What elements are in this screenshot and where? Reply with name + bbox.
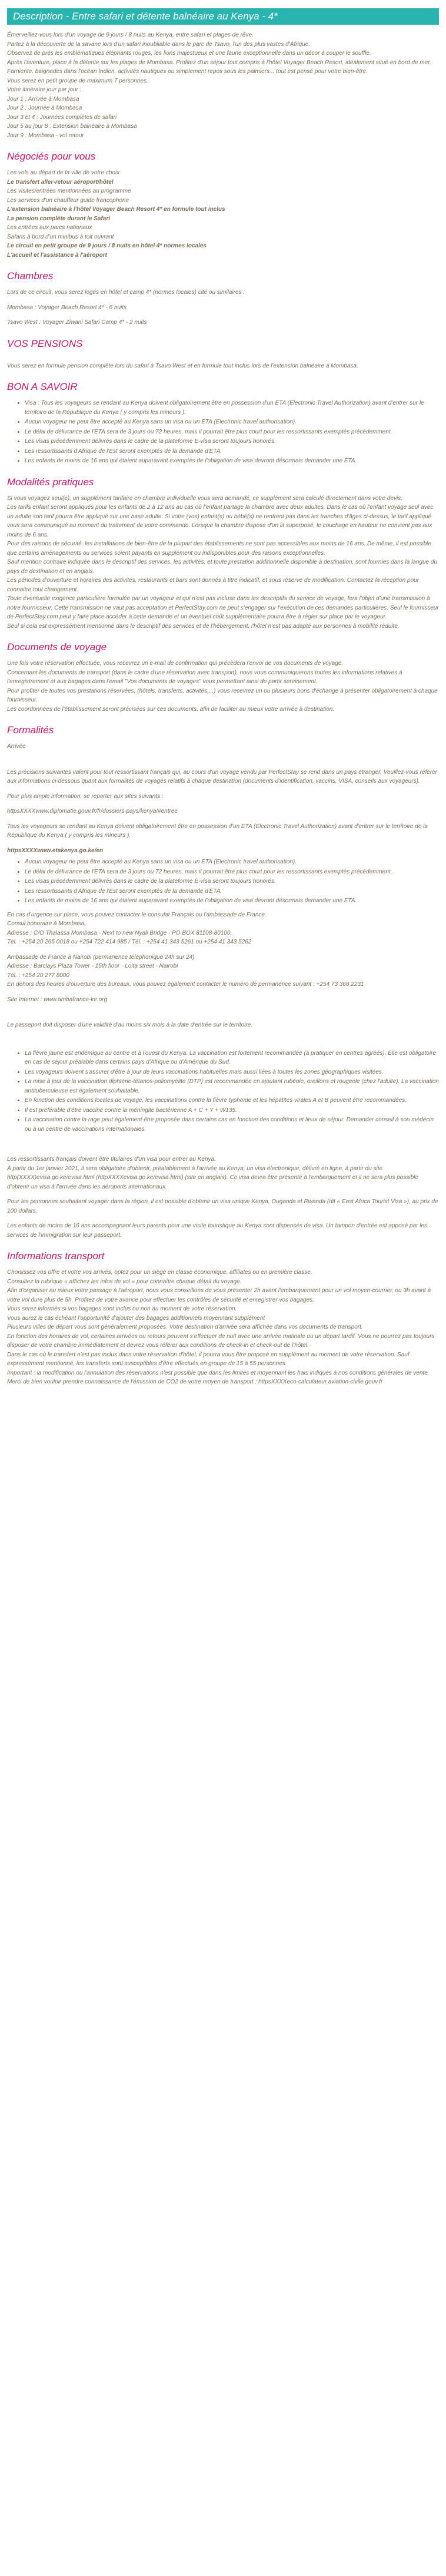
formalites-items-item: • Les enfants de moins de 16 ans qui étaient auparavant exemptés de l'obligation de visa devront désormais demander une ETA.	[25, 896, 439, 906]
ambassade-line: Ambassade de France à Nairobi (permanence téléphonique 24h sur 24)	[7, 953, 195, 961]
ambassade-line: En dehors des heures d'ouverture des bureaux, vous pouvez également contacter le numéro de permanence suivant : +254 73 368 2231	[7, 981, 364, 988]
ressortissants-line: Les ressortissants français doivent être titulaires d'un visa pour entrer au Kenya.	[7, 1156, 216, 1163]
intro-line: Émerveillez-vous lors d'un voyage de 9 jours / 8 nuits au Kenya, entre safari et plages de rêve.	[7, 32, 254, 38]
negocies-line: Les visites/entrées mentionnées au programme	[7, 188, 131, 194]
page-title: Description - Entre safari et détente balnéaire au Kenya - 4*	[7, 8, 439, 25]
chambres-mombasa: Mombasa : Voyager Beach Resort 4* - 6 nuits	[7, 304, 127, 311]
intro-line: Jour 5 au jour 8 : Extension balnéaire à Mombasa	[7, 123, 137, 130]
formalites-items-item: • Les ressortissants d'Afrique de l'Est seront exemptés de la demande d'ETA.	[25, 887, 439, 896]
modalites-line: Les tarifs enfant seront appliqués pour les enfants de 2 à 12 ans au cas où l'enfant partage la chambre avec deux adultes. Dans le cas où l'enfant voyage seul avec un adulte son tarif pourra être appliqué sur une base adulte. Si votre (vos) enfant(s) ou bébé(s) ne rentrent pas dans les tranches d'âges ci-dessus, le tarif appliqué vous sera communiqué au moment du traitement de votre commande. Lorsque la chambre dispose d'un lit superposé, le couchage en hauteur ne convient pas aux moins de 6 ans.	[7, 504, 434, 538]
formalites-eta: Tous les voyageurs se rendant au Kenya doivent obligatoirement être en possession d'un ETA (Electronic Travel Authorization) avant d'entrer sur le territoire de la République du Kenya ( y compris les mineurs ).	[7, 823, 428, 839]
sante-item: • Les voyageurs doivent s'assurer d'être à jour de leurs vaccinations habituelles mais aussi liées à toutes les zones géographiques visitées.	[25, 1068, 439, 1077]
formalites-heading: Formalités	[7, 724, 54, 736]
ressortissants-line: Les enfants de moins de 16 ans accompagnant leurs parents pour une visite touristique au Kenya sont dispensés de visa. Un tampon d'entrée est apposé par les services de l'immigration sur leur passeport.	[7, 1223, 428, 1239]
negocies-line: Les entrées aux parcs nationaux	[7, 224, 92, 231]
documents-line: Pour profiter de toutes vos prestations réservées, (hôtels, transferts, activités,...) vous recevrez un ou plusieurs bons d'échange à présenter obligatoirement à chaque fournisseur.	[7, 687, 438, 703]
transport-line: Plusieurs villes de départ vous sont généralement proposées. Votre destination d'arrivée sera affichée dans vos documents de transport.	[7, 1324, 363, 1330]
savoir-heading: BON A SAVOIR	[7, 381, 78, 392]
ambassade-block	[7, 953, 439, 989]
intro-line: Après l'aventure, place à la détente sur les plages de Mombasa. Profitez d'un séjour tout compris à l'hôtel Voyager Beach Resort, idéalement situé en bord de mer. Farniente, baignades dans l'océan Indien, activités nautiques ou simplement repos sous les palmiers... tout est pensé pour votre bien-être.	[7, 59, 431, 75]
savoir-item: • Les enfants de moins de 16 ans qui étaient auparavant exemptés de l'obligation de visa devront désormais demander une ETA.	[25, 456, 439, 466]
transport-line: Vous aurez le cas échéant l'opportunité d'ajouter des bagages additionnels moyennant supplément	[7, 1315, 265, 1322]
documents-line: Une fois votre réservation effectuée, vous recevrez un e-mail de confirmation qui précèdera l'envoi de vos documents de voyage.	[7, 660, 344, 667]
chambres-heading: Chambres	[7, 270, 54, 282]
documents-heading: Documents de voyage	[7, 641, 107, 653]
urgence-block	[7, 910, 439, 947]
negocies-heading: Négociés pour vous	[7, 151, 96, 162]
formalites-items-item: • Les visas précédemment délivrés dans le cadre de la plateforme E-visa seront toujours honorés.	[25, 877, 439, 886]
formalites-link-diplomatie[interactable]: httpsXXXXwww.diplomatie.gouv.fr/fr/dossiers-pays/kenya/#entree	[7, 808, 178, 814]
negocies-line: Safaris à bord d'un minibus à toit ouvrant	[7, 233, 114, 240]
documents-line: Concernant les documents de transport (dans le cadre d'une réservation avec transport), nous vous communiquerons toutes les informations relatives à l'enregistrement et aux bagages dans l'email "Vos documents de voyages" vous permettant ainsi de partir sereinement.	[7, 669, 402, 685]
passeport-text: Le passeport doit disposer d'une validité d'au moins six mois à la date d'entrée sur le territoire.	[7, 1022, 253, 1028]
formalites-items-item: • Le délai de délivrance de l'ETA sera de 3 jours ou 72 heures, mais il pourrait être plus court pour les ressortissants exemptés précédemment.	[25, 868, 439, 877]
savoir-item: • Visa : Tous les voyageurs se rendant au Kenya doivent obligatoirement être en possession d'un ETA (Electronic Travel Authorization) avant d'entrer sur le territoire de la République du Kenya ( y compris les mineurs ).	[25, 399, 439, 417]
transport-line: Merci de bien vouloir prendre connaissance de l'émission de CO2 de votre moyen de transport : httpsXXXXeco-calculateur.aviation-civile.gouv.fr	[7, 1379, 383, 1385]
urgence-line: En cas d'urgence sur place, vous pouvez contacter le consulat Français ou l'ambassade de France.	[7, 911, 267, 918]
negocies-list	[7, 168, 439, 260]
sante-item: • La mise à jour de la vaccination diphtérie-tétanos-poliomyélite (DTP) est recommandée en ajoutant rubéole, oreillons et rougeole (chez l'adulte). La vaccination antituberculeuse est également souhaitable.	[25, 1077, 439, 1095]
intro-line: Partez à la découverte de la savane lors d'un safari inoubliable dans le parc de Tsavo, l'un des plus vastes d'Afrique.	[7, 41, 311, 48]
pensions-heading: VOS PENSIONS	[7, 337, 83, 349]
savoir-item: • Aucun voyageur ne peut être accepté au Kenya sans un visa ou un ETA (Electronic travel authorisation).	[25, 418, 439, 427]
formalites-intro: Les précisions suivantes valent pour tout ressortissant français qui, au cours d'un voyage vendu par PerfectStay se rend dans un pays étranger. Veuillez-vous référer aux informations ci-dessous quant aux formalités de voyages relatifs à chaque destination (documents d'identification, vaccins, VISA, conseils aux voyageurs).	[7, 769, 438, 784]
transport-line: Vous serez informés si vos bagages sont inclus ou non au moment de votre réservation.	[7, 1306, 237, 1312]
negocies-line: Les services d'un chauffeur guide francophone	[7, 197, 129, 204]
modalites-line: Les périodes d'ouverture et horaires des activités, restaurants et bars sont donnés à titre indicatif, et sous réserve de modification. Contactez la réception pour connaitre tout changement.	[7, 577, 420, 593]
modalites-line: Seul si cela est expressément mentionné dans le descriptif des services et de l'hébergement, l'hôtel n'est pas adapté aux personnes à mobilité réduite.	[7, 623, 400, 630]
documents-text	[7, 659, 439, 714]
modalites-line: Si vous voyagez seul(e), un supplément tarifaire en chambre individuelle vous sera demandé, ce supplément sera calculé directement dans votre devis.	[7, 495, 403, 502]
sante-item: • En fonction des conditions locales de voyage, les vaccinations contre la fièvre typhoïde et les hépatites virales A et B peuvent être recommandées.	[25, 1096, 439, 1105]
formalites-items-item: • Aucun voyageur ne peut être accepté au Kenya sans un visa ou un ETA (Electronic travel authorisation).	[25, 857, 439, 867]
transport-line: Afin d'organiser au mieux votre passage à l'aéroport, nous vous conseillons de vous présenter 2h avant l'embarquement pour un vol moyen-courrier, ou 3h avant à votre vol dure plus de 5h. Profitez de votre avance pour effectuer les contrôles de sécurité et enregistrer vos bagages.	[7, 1287, 431, 1303]
intro-line: Jour 2 : Journée à Mombasa	[7, 105, 82, 111]
transport-text	[7, 1268, 439, 1387]
transport-line: Consultez la rubrique « affichez les infos de vol » pour connaître chaque détail du voyage.	[7, 1278, 242, 1285]
savoir-item: • Les visas précédemment délivrés dans le cadre de la plateforme E-visa seront toujours honorés.	[25, 437, 439, 446]
modalites-line: Sauf mention contraire indiquée dans le descriptif des services, les activités, et toute prestation additionnelle disponible à destination, sont fournies dans la langue du pays de destination et en anglais.	[7, 559, 438, 575]
formalites-list	[7, 857, 439, 906]
transport-line: Important : la modification ou l'annulation des réservations n'est possible que dans les limites et moyennant les frais indiqués à nos conditions générales de vente.	[7, 1369, 430, 1376]
formalites-link-eta[interactable]: httpsXXXXwww.etakenya.go.ke/en	[7, 847, 104, 854]
urgence-line: Tél. : +254 20 265 0018 ou +254 722 414 985 / Tél. : +254 41 343 5261 ou +254 41 343 5262	[7, 939, 252, 945]
sante-item: • La fièvre jaune est endémique au centre et à l'ouest du Kenya. La vaccination est fortement recommandée (à pratiquer en centres agréés). Elle est obligatoire en cas de séjour préalable dans certains pays d'Afrique ou d'Amérique du Sud.	[25, 1049, 439, 1067]
ambassade-line: Tél. : +254 20 277 8000	[7, 972, 69, 979]
urgence-line: Adresse : C/O Thalassa Mombasa - Next to new Nyali Bridge - PO BOX 81108-80100.	[7, 929, 232, 936]
transport-line: Dans le cas où le transfert n'est pas inclus dans votre réservation d'hôtel, il pourra vous être proposé en supplément au moment de votre réservation. Sauf expressément mentionné, les transferts sont susceptibles d'être effectués en groupe de 15 à 55 personnes.	[7, 1351, 410, 1367]
ressortissants-block	[7, 1155, 439, 1240]
pensions-text: Vous serez en formule pension complète lors du safari à Tsavo West et en formule tout inclus lors de l'extension balnéaire à Mombasa.	[7, 362, 358, 369]
transport-line: En fonction des horaires de vol, certaines arrivées ou retours peuvent s'effectuer de nuit avec une arrivée matinale ou un départ tardif. Vous ne pourrez pas toujours disposer de votre chambre immédiatement et devrez vous référer aux conditions de check-in et check-out de l'hôtel.	[7, 1333, 435, 1349]
modalites-text	[7, 494, 439, 631]
negocies-line: Le circuit en petit groupe de 9 jours / 8 nuits en hôtel 4* normes locales	[7, 243, 207, 249]
sante-item: • La vaccination contre la rage peut également être proposée dans certains cas en fonction des conditions et lieux de séjour. Demander conseil à son médecin ou à un centre de vaccinations internationales.	[25, 1115, 439, 1134]
ambassade-site[interactable]: Site Internet : www.ambafrance-ke.org	[7, 996, 108, 1003]
intro-line: Votre itinéraire jour par jour :	[7, 87, 82, 93]
sante-item: • Il est préférable d'être vacciné contre la méningite bactérienne A + C + Y + W135.	[25, 1106, 439, 1115]
negocies-line: L'accueil et l'assistance à l'aéroport	[7, 251, 107, 259]
negocies-line: Les vols au départ de la ville de votre choix	[7, 170, 120, 176]
intro-line: Jour 1 : Arrivée à Mombasa	[7, 95, 79, 102]
transport-heading: Informations transport	[7, 1250, 105, 1261]
intro-line: Jour 9 : Mombasa - vol retour	[7, 132, 84, 139]
formalites-arrivee: Arrivée	[7, 743, 26, 750]
urgence-line: Consul honoraire à Mombasa,	[7, 921, 86, 927]
modalites-heading: Modalités pratiques	[7, 476, 94, 488]
chambres-intro: Lors de ce circuit, vous serez logés en hôtel et camp 4* (normes locales) cité ou similaires :	[7, 289, 245, 296]
ressortissants-line: Pour les personnes souhaitant voyager dans la région, il est possible d'obtenir un visa unique Kenya, Ouganda et Rwanda (dit « East Africa Tourist Visa »), au prix de 100 dollars.	[7, 1198, 438, 1214]
intro-line: Jour 3 et 4 : Journées complètes de safari	[7, 114, 117, 121]
negocies-line: La pension complète durant le Safari	[7, 215, 111, 222]
modalites-line: Pour des raisons de sécurité, les installations de bien-être de la plupart des établissements ne sont pas accessibles aux moins de 16 ans. De même, il est possible que certains aménagements ou services soient payants en supplément ou indisponibles pour des raisons exceptionnelles.	[7, 541, 431, 557]
formalites-sites: Pour plus ample information, se reporter aux sites suivants :	[7, 793, 164, 800]
savoir-item: • Les ressortissants d'Afrique de l'Est seront exemptés de la demande d'ETA.	[25, 447, 439, 456]
intro-section	[7, 31, 439, 140]
transport-line: Choisissez vos offre et votre vos arrivés, optez pour un siège en classe économique, affiliates ou en première classe.	[7, 1269, 312, 1276]
modalites-line: Toute éventuelle exigence particulière formulée par un voyageur et qui n'est pas incluse dans les descriptifs du service de voyage, fera l'objet d'une transmission à notre fournisseur. Cette transmission ne vaut pas acceptation et PerfectStay.com ne peut s'engager sur l'exécution de ces demandes particulières. Seul le fournisseur de PerfectStay.com peut y faire place accéder à cette demande et un éventuel coût supplémentaire pourra être à régler sur place par le voyageur.	[7, 595, 439, 620]
intro-line: Observez de près les emblématiques éléphants rouges, les lions majestueux et une faune exceptionnelle dans un décor à couper le souffle.	[7, 50, 371, 57]
negocies-line: L'extension balnéaire à l'hôtel Voyager Beach Resort 4* en formule tout inclus	[7, 206, 225, 213]
negocies-line: Le transfert aller-retour aéroport/hôtel	[7, 178, 114, 186]
savoir-list	[7, 399, 439, 466]
intro-line: Vous serez en petit groupe de maximum 7 personnes.	[7, 77, 148, 84]
documents-line: Les coordonnées de l'établissement seront précisées sur ces documents, afin de faciliter au mieux votre arrivée à destination.	[7, 706, 335, 713]
ressortissants-line: À partir du 1er janvier 2021, il sera obligatoire d'obtenir, préalablement à l'arrivée au Kenya, un visa électronique, délivré en ligne, à partir du site http(XXXX)evisa.go.ke/evisa.html (httpXXXXevisa.go.ke/evisa.html) (site en anglais). Ce visa devra être présenté à l'embarquement et il ne sera plus possible d'obtenir un visa à l'arrivée dans les aéroports internationaux.	[7, 1165, 418, 1190]
savoir-item: • Le délai de délivrance de l'ETA sera de 3 jours ou 72 heures, mais il pourrait être plus court pour les ressortissants exemptés précédemment.	[25, 428, 439, 437]
sante-list	[7, 1049, 439, 1134]
ambassade-line: Adresse : Barclays Plaza Tower - 15th floor - Loita street - Nairobi	[7, 963, 178, 969]
chambres-tsavo: Tsavo West : Voyager Ziwani Safari Camp 4* - 2 nuits	[7, 319, 147, 326]
